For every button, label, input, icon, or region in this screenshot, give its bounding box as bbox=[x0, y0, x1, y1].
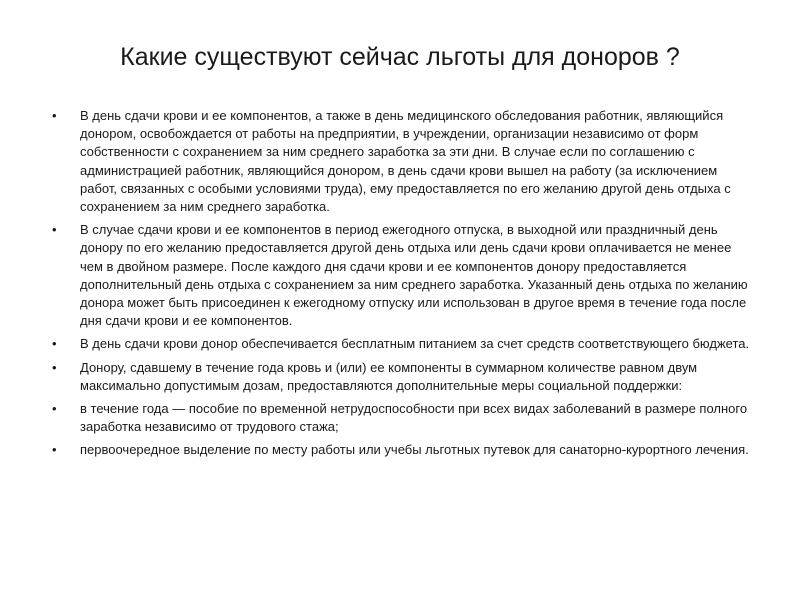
bullet-list bbox=[52, 107, 752, 465]
bullet-icon: • bbox=[52, 108, 57, 123]
bullet-item bbox=[52, 441, 752, 459]
bullet-text: в течение года — пособие по временной нетрудоспособности при всех видах заболеваний в размере полного заработка независимо от трудового стажа; bbox=[80, 401, 748, 435]
slide-title: Какие существуют сейчас льготы для доноров ? bbox=[120, 43, 680, 71]
bullet-item bbox=[52, 107, 752, 216]
bullet-text: В случае сдачи крови и ее компонентов в период ежегодного отпуска, в выходной или праздничный день донору по его желанию предоставляется другой день отдыха или день сдачи крови оплачивается не менее чем в двойном размере. После каждого дня сдачи крови и ее компонентов донору предоставляется дополнительный день отдыха с сохранением за ним среднего заработка. Указанный день отдыха по желанию донора может быть присоединен к ежегодному отпуску или использован в другое время в течение года после дня сдачи крови и ее компонентов. bbox=[80, 222, 748, 329]
bullet-icon: • bbox=[52, 336, 57, 352]
bullet-icon: • bbox=[52, 359, 57, 375]
bullet-item bbox=[52, 359, 752, 395]
bullet-text: первоочередное выделение по месту работы или учебы льготных путевок для санаторно-курортного лечения. bbox=[80, 442, 749, 458]
bullet-item bbox=[52, 335, 752, 353]
bullet-icon: • bbox=[52, 401, 57, 417]
bullet-item bbox=[52, 400, 752, 436]
bullet-text: Донору, сдавшему в течение года кровь и (или) ее компоненты в суммарном количестве равном двум максимально допустимым дозам, предоставляются дополнительные меры социальной поддержки: bbox=[80, 359, 698, 393]
bullet-item bbox=[52, 221, 752, 330]
bullet-text: В день сдачи крови донор обеспечивается бесплатным питанием за счет средств соответствующего бюджета. bbox=[80, 336, 750, 352]
bullet-icon: • bbox=[52, 442, 57, 458]
bullet-icon: • bbox=[52, 222, 57, 238]
bullet-text: В день сдачи крови и ее компонентов, а также в день медицинского обследования работник, являющийся донором, освобождается от работы на предприятии, в учреждении, организации независимо от форм собственности с сохранением за ним среднего заработка за эти дни. В случае если по соглашению с администрацией работник, являющийся донором, в день сдачи крови вышел на работу (за исключением работ, связанных с особыми условиями труда), ему предоставляется по его желанию другой день отдыха с сохранением за ним среднего заработка. bbox=[80, 108, 731, 215]
